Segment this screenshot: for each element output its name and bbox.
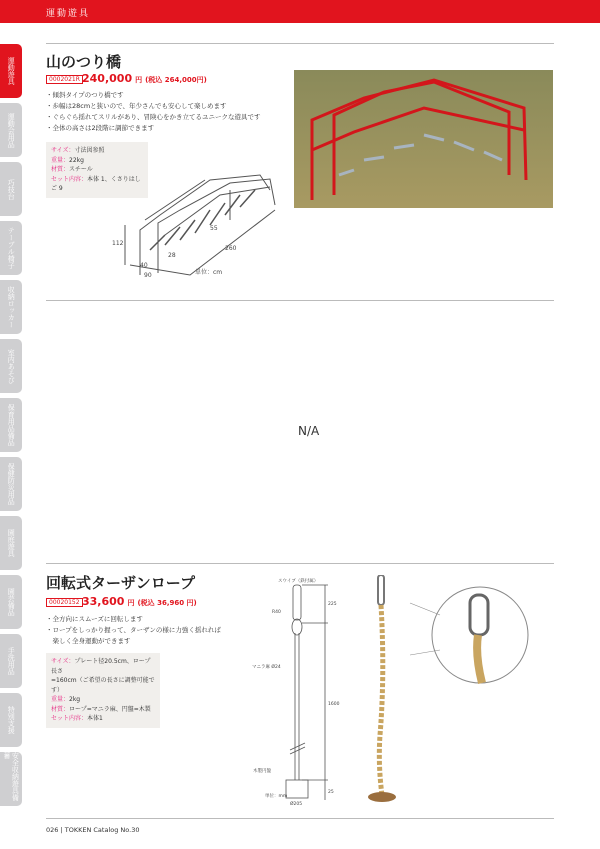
svg-text:1600: 1600 [328,702,340,707]
feature: ・ロープをしっかり握って、ターザンの様に力強く揺れれば [46,626,221,634]
feature: 楽しく全身運動ができます [46,637,131,645]
feature-list [46,614,221,647]
svg-text:25: 25 [328,790,334,795]
svg-text:28: 28 [168,252,176,259]
svg-text:R40: R40 [272,610,281,615]
price-tax: (税込 264,000円) [145,76,207,84]
svg-text:260: 260 [225,245,237,252]
sidebar-tab[interactable]: 園庭遊具 [0,516,22,570]
sidebar-tab[interactable]: 保健防災用品 [0,457,22,511]
svg-text:Ø205: Ø205 [290,802,303,807]
svg-text:単位：cm: 単位：cm [195,269,223,276]
spec-box: サイズ：プレート径20.5cm、ロープ長さ =160cm（ご希望の長さに調整可能です） 重量：2kg 材質：ロープ=マニラ麻、円盤=木製 セット内容：本体1 [46,653,160,728]
divider [46,300,554,301]
svg-text:木製円盤: 木製円盤 [253,769,271,774]
product-price [82,595,197,608]
feature: ・全方向にスムーズに回転します [46,615,143,623]
bridge-diagram [110,165,280,280]
feature: ・ぐらぐら揺れてスリルがあり、冒険心をかき立てるユニークな遊具です [46,113,261,121]
feature: ・歩幅は28cmと狭いので、年少さんでも安心して楽しめます [46,102,227,110]
footer-divider [46,818,554,819]
sidebar-tab[interactable]: 室内あそび [0,339,22,393]
divider [46,563,554,564]
sidebar-tab[interactable]: 園芸備品 [0,575,22,629]
sidebar-tab[interactable]: 収納ロッカー [0,280,22,334]
product-price [82,72,207,85]
svg-text:90: 90 [144,272,152,279]
price-unit: 円 [127,599,135,607]
feature: ・傾斜タイプのつり橋です [46,91,124,99]
divider [46,43,554,44]
price-value: 240,000 [82,72,133,85]
sidebar-tab[interactable]: 安全収納遊具備蓄 [0,752,22,806]
sidebar-tab[interactable]: テーブル椅子 [0,221,22,275]
svg-text:225: 225 [328,602,337,607]
product-code: 0002021R [46,75,83,84]
svg-text:単位：mm: 単位：mm [265,794,288,799]
svg-text:55: 55 [210,225,218,232]
page-footer: 026 | TOKKEN Catalog No.30 [46,826,140,834]
product-title: 山のつり橋 [46,53,122,71]
rope-photo [360,575,555,815]
svg-text:マニラ麻 Ø24: マニラ麻 Ø24 [252,665,281,670]
price-tax: (税込 36,960 円) [137,599,197,607]
placeholder-text: N/A [298,424,320,438]
sidebar-tab[interactable]: 手洗用品 [0,634,22,688]
category-title: 運動遊具 [46,9,91,19]
svg-text:40: 40 [140,262,148,269]
feature: ・全体の高さは2段階に調節できます [46,124,155,132]
category-header [0,0,600,23]
rope-diagram [250,575,350,810]
price-unit: 円 [135,76,143,84]
sidebar-tab[interactable]: 特別支援 [0,693,22,747]
product-code: 00020152 [46,598,83,607]
price-value: 33,600 [82,595,125,608]
feature-list [46,90,261,134]
svg-text:112: 112 [112,240,124,247]
sidebar-tab[interactable]: 保育用品備品 [0,398,22,452]
spec-box: サイズ：寸法図参照 重量：22kg 材質：スチール セット内容：本体 1、くさりはしご 9 [46,142,148,198]
sidebar-tab[interactable]: 巧技台 [0,162,22,216]
svg-text:スウイブ（鉄付属）: スウイブ（鉄付属） [278,579,319,584]
bridge-photo [294,70,553,208]
sidebar-tab[interactable]: 運動遊具 [0,44,22,98]
sidebar-tab[interactable]: 運動会用品 [0,103,22,157]
product-title: 回転式ターザンロープ [46,574,195,592]
